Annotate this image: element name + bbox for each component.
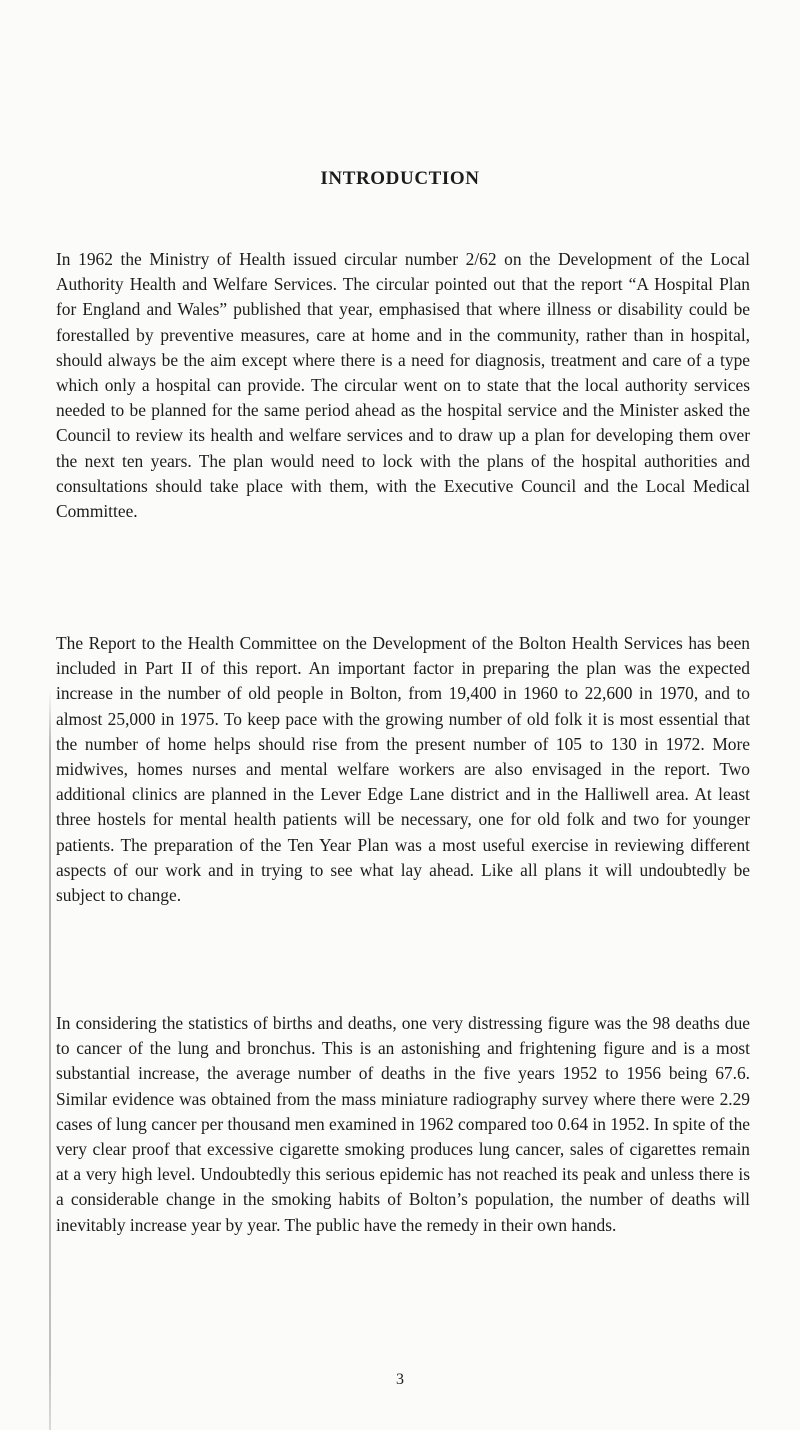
scan-margin-line xyxy=(49,690,51,1430)
page-number: 3 xyxy=(396,1371,404,1388)
paragraph-lung-cancer: In considering the statistics of births and deaths, one very distressing figure was the 98 deaths due to cancer of the lung and bronchus. This is an astonishing and frightening figure and is a most substantial increase, the average number of deaths in the five years 1952 to 1956 being 67.6. Similar evidence was obtained from the mass miniature radiography survey where there were 2.29 cases of lung cancer per thousand men examined in 1962 compared too 0.64 in 1952. In spite of the very clear proof that excessive cigarette smoking produces lung cancer, sales of cigarettes remain at a very high level. Undoubtedly this serious epidemic has not reached its peak and unless there is a considerable change in the smoking habits of Bolton’s population, the number of deaths will inevitably increase year by year. The public have the remedy in their own hands. xyxy=(56,1013,750,1235)
paragraph-ministry-circular: In 1962 the Ministry of Health issued circular number 2/62 on the Development of the Local Authority Health and Welfare Services. The circular pointed out that the report “A Hospital Plan for England and Wales” published that year, emphasised that where illness or disability could be forestalled by preventive measures, care at home and in the community, rather than in hospital, should always be the aim except where there is a need for diagnosis, treatment and care of a type which only a hospital can provide. The circular went on to state that the local authority services needed to be planned for the same period ahead as the hospital service and the Minister asked the Council to review its health and welfare services and to draw up a plan for developing them over the next ten years. The plan would need to lock with the plans of the hospital authorities and consultations should take place with them, with the Executive Council and the Local Medical Committee. xyxy=(56,249,750,522)
paragraph-ten-year-plan: The Report to the Health Committee on the Development of the Bolton Health Services has been included in Part II of this report. An important factor in preparing the plan was the expected increase in the number of old people in Bolton, from 19,400 in 1960 to 22,600 in 1970, and to almost 25,000 in 1975. To keep pace with the growing number of old folk it is most essential that the number of home helps should rise from the present number of 105 to 130 in 1972. More midwives, homes nurses and mental welfare workers are also envisaged in the report. Two additional clinics are planned in the Lever Edge Lane district and in the Halliwell area. At least three hostels for mental health patients will be necessary, one for old folk and two for younger patients. The preparation of the Ten Year Plan was a most useful exercise in reviewing different aspects of our work and in trying to see what lay ahead. Like all plans it will undoubtedly be subject to change. xyxy=(56,633,750,906)
page-title: INTRODUCTION xyxy=(320,168,480,189)
